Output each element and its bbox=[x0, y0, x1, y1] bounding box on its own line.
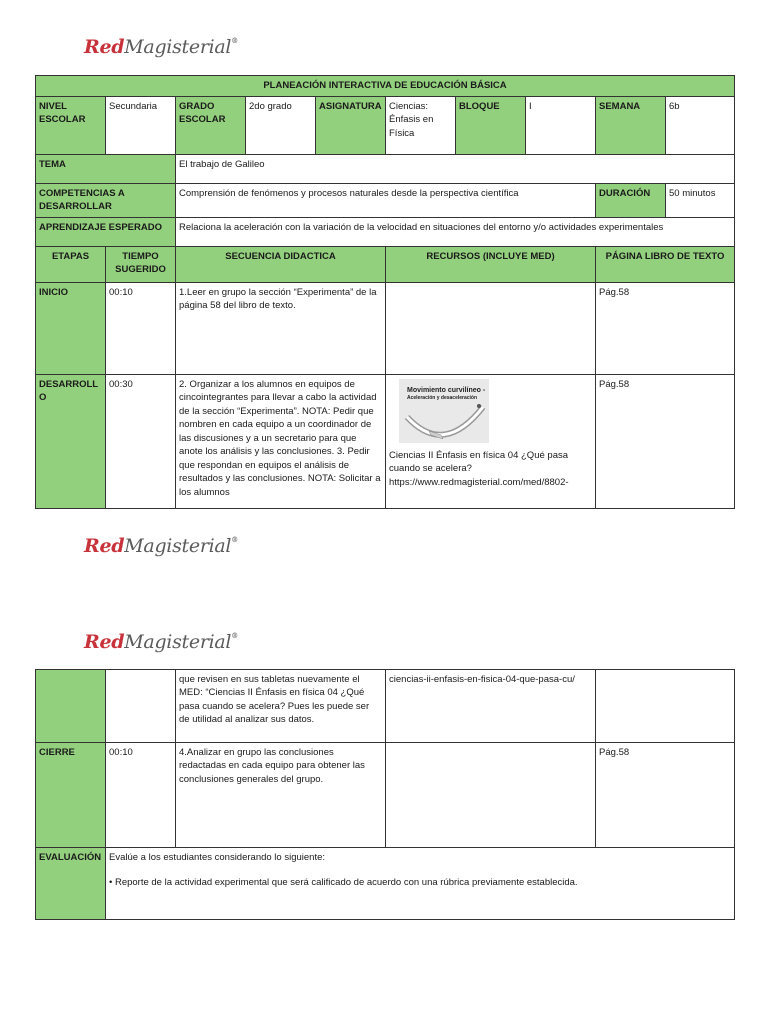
bloque-value: I bbox=[526, 97, 596, 155]
column-header-etapas: ETAPAS bbox=[36, 247, 106, 283]
secuencia-continuacion: que revisen en sus tabletas nuevamente el MED: “Ciencias II Énfasis en física 04 ¿Qué pasa cuando se acelera? Pues les puede ser de utilidad al analizar sus datos. bbox=[176, 670, 386, 743]
column-header-pagina: PÁGINA LIBRO DE TEXTO bbox=[596, 247, 735, 283]
tema-value: El trabajo de Galileo bbox=[176, 155, 735, 184]
tiempo-desarrollo: 00:30 bbox=[106, 375, 176, 509]
logo-magisterial-text: Magisterial bbox=[124, 631, 232, 653]
tiempo-continuacion bbox=[106, 670, 176, 743]
table-row-cierre bbox=[36, 743, 735, 848]
grado-escolar-value: 2do grado bbox=[246, 97, 316, 155]
asignatura-value: Ciencias: Énfasis en Física bbox=[386, 97, 456, 155]
column-header-secuencia: SECUENCIA DIDACTICA bbox=[176, 247, 386, 283]
grado-escolar-label: GRADO ESCOLAR bbox=[176, 97, 246, 155]
pagina-continuacion bbox=[596, 670, 735, 743]
aprendizaje-value: Relaciona la aceleración con la variación de la velocidad en situaciones del entorno y/o actividades experimentales bbox=[176, 218, 735, 247]
logo-trademark: ® bbox=[231, 36, 238, 45]
logo-red-text: Red bbox=[84, 36, 125, 58]
secuencia-desarrollo: 2. Organizar a los alumnos en equipos de cincointegrantes para llevar a cabo la actividad de la sección “Experimenta”. NOTA: Pedir que nombren en cada equipo a un coordinador de las discusiones y a un secretario para que anote los análisis y las conclusiones. 3. Pedir que respondan en equipos el análisis de resultados y las conclusiones. NOTA: Solicitar a los alumnos bbox=[176, 375, 386, 509]
red-magisterial-logo-page-2 bbox=[84, 631, 238, 653]
planeacion-table-page-2 bbox=[35, 669, 735, 920]
etapa-cierre: CIERRE bbox=[36, 743, 106, 848]
thumbnail-subtitle: Aceleración y desaceleración bbox=[407, 395, 478, 401]
nivel-escolar-label: NIVEL ESCOLAR bbox=[36, 97, 106, 155]
secuencia-inicio: 1.Leer en grupo la sección “Experimenta” de la página 58 del libro de texto. bbox=[176, 283, 386, 375]
etapa-continuacion bbox=[36, 670, 106, 743]
logo-magisterial-text: Magisterial bbox=[124, 36, 232, 58]
column-header-recursos: RECURSOS (INCLUYE MED) bbox=[386, 247, 596, 283]
secuencia-cierre: 4.Analizar en grupo las conclusiones redactadas en cada equipo para obtener las conclusiones generales del grupo. bbox=[176, 743, 386, 848]
planeacion-table-page-1 bbox=[35, 75, 735, 509]
pagina-cierre: Pág.58 bbox=[596, 743, 735, 848]
duracion-label: DURACIÓN bbox=[596, 184, 666, 218]
etapa-desarrollo: DESARROLLO bbox=[36, 375, 106, 509]
med-thumbnail-image[interactable] bbox=[399, 379, 489, 443]
logo-trademark: ® bbox=[231, 535, 238, 544]
logo-magisterial-text: Magisterial bbox=[124, 535, 232, 557]
recursos-inicio bbox=[386, 283, 596, 375]
red-magisterial-logo bbox=[84, 36, 238, 58]
competencias-value: Comprensión de fenómenos y procesos naturales desde la perspectiva científica bbox=[176, 184, 596, 218]
asignatura-label: ASIGNATURA bbox=[316, 97, 386, 155]
semana-label: SEMANA bbox=[596, 97, 666, 155]
nivel-escolar-value: Secundaria bbox=[106, 97, 176, 155]
etapa-inicio: INICIO bbox=[36, 283, 106, 375]
red-magisterial-logo-footer bbox=[84, 535, 238, 557]
aprendizaje-label: APRENDIZAJE ESPERADO bbox=[36, 218, 176, 247]
column-header-tiempo: TIEMPO SUGERIDO bbox=[106, 247, 176, 283]
competencias-label: COMPETENCIAS A DESARROLLAR bbox=[36, 184, 176, 218]
evaluacion-cell bbox=[106, 848, 735, 920]
semana-value: 6b bbox=[666, 97, 735, 155]
logo-red-text: Red bbox=[84, 535, 125, 557]
recursos-desarrollo[interactable]: Ciencias II Énfasis en física 04 ¿Qué pasa cuando se acelera? https://www.redmagisterial.com/med/8802- bbox=[389, 450, 569, 488]
table-row-continuacion bbox=[36, 670, 735, 743]
evaluacion-bullet: • Reporte de la actividad experimental que será calificado de acuerdo con una rúbrica previamente establecida. bbox=[109, 877, 578, 889]
evaluacion-label: EVALUACIÓN bbox=[36, 848, 106, 920]
table-row-evaluacion bbox=[36, 848, 735, 920]
pagina-desarrollo: Pág.58 bbox=[596, 375, 735, 509]
recursos-desarrollo-cell bbox=[386, 375, 596, 509]
tema-label: TEMA bbox=[36, 155, 176, 184]
table-row-inicio bbox=[36, 283, 735, 375]
planeacion-title: PLANEACIÓN INTERACTIVA DE EDUCACIÓN BÁSICA bbox=[36, 76, 735, 97]
thumbnail-title: Movimiento curvilíneo - bbox=[407, 387, 486, 394]
logo-red-text: Red bbox=[84, 631, 125, 653]
tiempo-inicio: 00:10 bbox=[106, 283, 176, 375]
table-row-desarrollo bbox=[36, 375, 735, 509]
recursos-continuacion[interactable]: ciencias-ii-enfasis-en-fisica-04-que-pasa-cu/ bbox=[386, 670, 596, 743]
duracion-value: 50 minutos bbox=[666, 184, 735, 218]
bloque-label: BLOQUE bbox=[456, 97, 526, 155]
tiempo-cierre: 00:10 bbox=[106, 743, 176, 848]
pagina-inicio: Pág.58 bbox=[596, 283, 735, 375]
logo-trademark: ® bbox=[231, 631, 238, 640]
recursos-cierre bbox=[386, 743, 596, 848]
evaluacion-intro: Evalúe a los estudiantes considerando lo siguiente: bbox=[109, 852, 326, 863]
